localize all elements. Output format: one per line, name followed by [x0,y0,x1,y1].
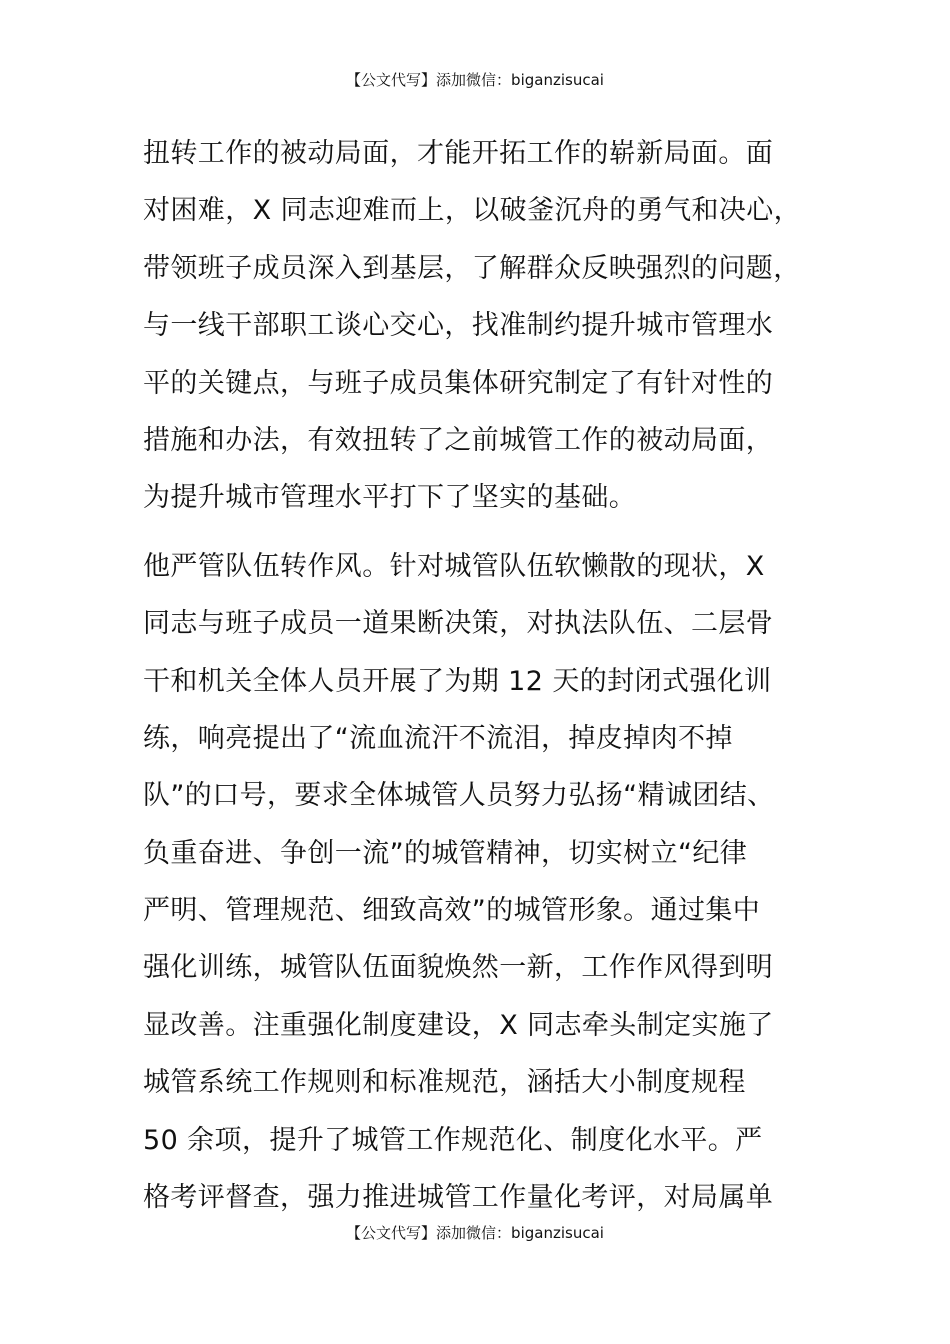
text-line: 他严管队伍转作风。针对城管队伍软懒散的现状，X [143,550,765,582]
text-line: 为提升城市管理水平打下了坚实的基础。 [143,482,637,514]
document-body [143,125,833,1226]
text-line: 措施和办法，有效扭转了之前城管工作的被动局面， [143,424,774,456]
text-line: 格考评督查，强力推进城管工作量化考评，对局属单 [143,1182,774,1214]
text-line: 负重奋进、争创一流”的城管精神，切实树立“纪律 [143,837,748,869]
text-line: 严明、管理规范、细致高效”的城管形象。通过集中 [143,895,761,927]
text-line: 平的关键点，与班子成员集体研究制定了有针对性的 [143,367,774,399]
text-line: 同志与班子成员一道果断决策，对执法队伍、二层骨 [143,608,774,640]
text-line: 与一线干部职工谈心交心，找准制约提升城市管理水 [143,310,774,342]
text-line: 50 余项，提升了城管工作规范化、制度化水平。严 [143,1124,763,1156]
text-line: 带领班子成员深入到基层，了解群众反映强烈的问题， [143,252,801,284]
paragraph-2 [143,538,833,1227]
page-header: 【公文代写】添加微信：biganzisucai [346,71,604,89]
text-line: 干和机关全体人员开展了为期 12 天的封闭式强化训 [143,665,772,697]
text-line: 对困难，X 同志迎难而上，以破釜沉舟的勇气和决心， [143,195,802,227]
paragraph-gap [143,527,833,538]
page-footer: 【公文代写】添加微信：biganzisucai [346,1224,604,1242]
text-line: 强化训练，城管队伍面貌焕然一新，工作作风得到明 [143,952,774,984]
text-line: 显改善。注重强化制度建设，X 同志牵头制定实施了 [143,1009,774,1041]
text-line: 城管系统工作规则和标准规范，涵括大小制度规程 [143,1067,746,1099]
text-line: 队”的口号，要求全体城管人员努力弘扬“精诚团结、 [143,780,775,812]
text-line: 练，响亮提出了“流血流汗不流泪，掉皮掉肉不掉 [143,722,733,754]
paragraph-1 [143,125,833,527]
text-line: 扭转工作的被动局面，才能开拓工作的崭新局面。面 [143,138,774,169]
